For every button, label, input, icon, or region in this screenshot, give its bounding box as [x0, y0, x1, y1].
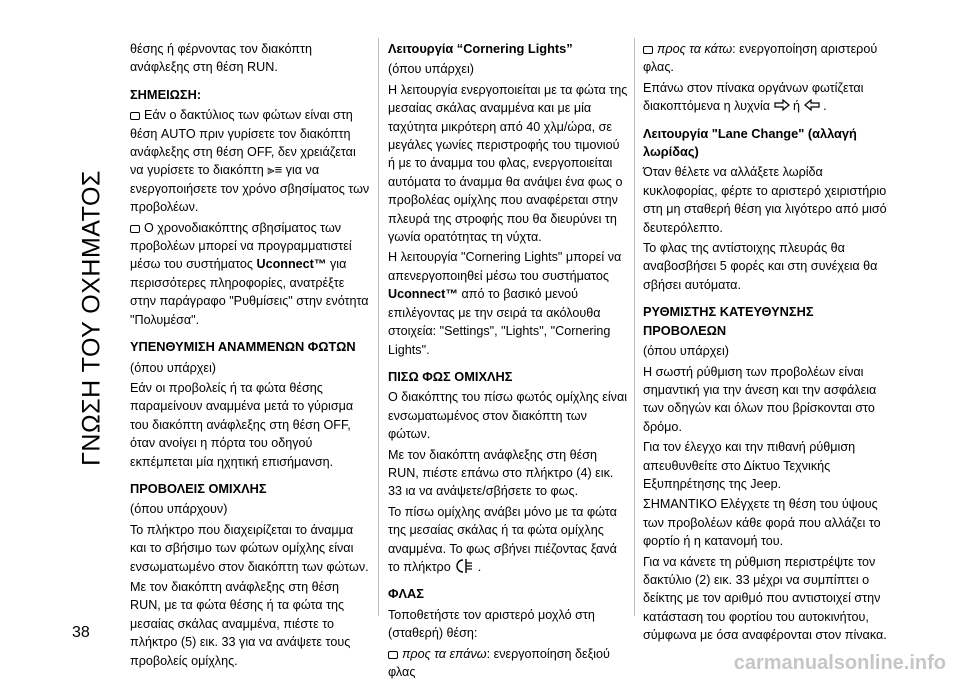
paragraph: Η σωστή ρύθμιση των προβολέων είναι σημαντική για την άνεση και την ασφάλεια των οδηγών και όλων που βρίσκονται στο δρόμο.	[643, 364, 877, 434]
list-item: προς τα επάνω: ενεργοποίηση δεξιού φλας	[388, 646, 610, 679]
paragraph: Με τον διακόπτη ανάφλεξης στη θέση RUN, πιέστε επάνω στο πλήκτρο (4) εικ. 33 ια να ανάψετε/σβήσετε το φως.	[388, 447, 614, 499]
paragraph: Το φλας της αντίστοιχης πλευράς θα αναβοσβήσει 5 φορές και στη συνέχεια θα σβήσει αυτόματα.	[643, 241, 878, 292]
section-title: ΓΝΩΣΗ ΤΟΥ ΟΧΗΜΑΤΟΣ	[77, 170, 106, 466]
column-3	[643, 40, 888, 647]
section-heading: ΦΛΑΣ	[388, 586, 424, 602]
rear-fog-symbol-icon	[454, 560, 478, 574]
subheading: (όπου υπάρχει)	[388, 62, 474, 77]
paragraph: ΣΗΜΑΝΤΙΚΟ Ελέγχετε τη θέση του ύψους των προβολέων κάθε φορά που αλλάζει το φορτίο ή η κατανομή του.	[643, 497, 881, 549]
section-heading: Λειτουργία “Cornering Lights”	[388, 41, 573, 56]
paragraph: Η λειτουργία ενεργοποιείται με τα φώτα της μεσαίας σκάλας αναμμένα και με μία ταχύτητα μικρότερη από 40 χλμ/ώρα, σε μεγάλες γωνίες περιστροφής του τιμονιού ή με το άναμμα του φλας, ενεργοποιείται αυτόματα το άναμμα θα ανάψει ένα φως ο προβολέας ομίχλης που αναφέρεται στην πλευρά της στροφής που θα διευρύνει τη γωνία ορατότητας τη νύχτα.	[388, 82, 628, 245]
section-heading: ΠΡΟΒΟΛΕΙΣ ΟΜΙΧΛΗΣ	[130, 480, 267, 496]
column-divider	[378, 38, 379, 616]
note-heading: ΣΗΜΕΙΩΣΗ:	[130, 86, 202, 102]
column-2	[388, 40, 628, 683]
page-number: 38	[72, 624, 90, 641]
paragraph: Για να κάνετε τη ρύθμιση περιστρέψτε τον δακτύλιο (2) εικ. 33 μέχρι να συμπίπτει ο δείκτης με τον αριθμό που αντιστοιχεί στην κατάσταση του φορτίου του αυτοκινήτου, σύμφωνα με όσα αναφέρονται στον πίνακα.	[643, 554, 887, 643]
paragraph: Ο διακόπτης του πίσω φωτός ομίχλης είναι ενσωματωμένος στον διακόπτη των φώτων.	[388, 390, 628, 442]
column-1	[130, 40, 370, 672]
note-item: Εάν ο δακτύλιος των φώτων είναι στη θέση AUTO πριν γυρίσετε τον διακόπτη ανάφλεξης στη θέση OFF, δεν χρειάζεται να γυρίσετε το διακόπτη ⫸≡ για να ενεργοποιήσετε τον χρόνο σβησίματος των προβολέων.	[130, 108, 370, 215]
arrow-right-icon	[774, 99, 794, 113]
paragraph: Το πλήκτρο που διαχειρίζεται το άναμμα και το σβήσιμο των φώτων ομίχλης είναι ενσωματωμένο στον διακόπτη των φώτων.	[130, 522, 369, 574]
subheading: (όπου υπάρχει)	[130, 360, 216, 375]
section-heading: ΠΙΣΩ ΦΩΣ ΟΜΙΧΛΗΣ	[388, 368, 513, 384]
subheading: (όπου υπάρχει)	[643, 344, 729, 359]
watermark: carmanualsonline.info	[733, 652, 946, 674]
bullet-square-icon	[130, 112, 140, 120]
paragraph: Το πίσω ομίχλης ανάβει μόνο με τα φώτα της μεσαίας σκάλας ή τα φώτα ομίχλης αναμμένα. Το φως σβήνει πιέζοντας ξανά το πλήκτρο .	[388, 504, 617, 574]
paragraph: Εάν οι προβολείς ή τα φώτα θέσης παραμείνουν αναμμένα μετά το γύρισμα του διακόπτη ανάφλεξης στη θέση OFF, όταν ανοίγει η πόρτα του οδηγού εκπέμπεται μία ηχητική επισήμανση.	[130, 380, 354, 469]
paragraph: Με τον διακόπτη ανάφλεξης στη θέση RUN, με τα φώτα θέσης ή τα φώτα της μεσαίας σκάλας αναμμένα, πιέστε το πλήκτρο (5) εικ. 33 για να ανάψετε τους προβολείς ομίχλης.	[130, 579, 351, 668]
paragraph: Η λειτουργία "Cornering Lights" μπορεί να απενεργοποιηθεί μέσω του συστήματος Uconnect™ από το βασικό μενού επιλέγοντας με την σειρά τα ακόλουθα στοιχεία: "Settings", "Lights", "Cornering Lights".	[388, 250, 622, 357]
note-item: Ο χρονοδιακόπτης σβησίματος των προβολέων μπορεί να προγραμματιστεί μέσω του συστήματος Uconnect™ για περισσότερες πληροφορίες, ανατρέξτε στην παράγραφο "Ρυθμίσεις" στην ενότητα "Πολυμέσα".	[130, 220, 369, 327]
subheading: (όπου υπάρχουν)	[130, 502, 228, 517]
list-item: προς τα κάτω: ενεργοποίηση αριστερού φλας.	[643, 42, 878, 75]
section-heading: Λειτουργία "Lane Change" (αλλαγή λωρίδας)	[643, 125, 857, 160]
column-divider	[634, 38, 635, 616]
bullet-square-icon	[388, 651, 398, 659]
section-heading: ΥΠΕΝΘΥΜΙΣΗ ΑΝΑΜΜΕΝΩΝ ΦΩΤΩΝ	[130, 339, 356, 355]
paragraph: θέσης ή φέρνοντας τον διακόπτη ανάφλεξης στη θέση RUN.	[130, 42, 312, 75]
paragraph: Τοποθετήστε τον αριστερό μοχλό στη (σταθερή) θέση:	[388, 607, 595, 641]
headlight-symbol-icon: ⫸≡	[267, 162, 283, 178]
arrow-left-icon	[804, 99, 824, 113]
section-heading: ΡΥΘΜΙΣΤΗΣ ΚΑΤΕΥΘΥΝΣΗΣ ΠΡΟΒΟΛΕΩΝ	[643, 304, 814, 338]
paragraph: Επάνω στον πίνακα οργάνων φωτίζεται διακοπτόμενα η λυχνία ή .	[643, 80, 864, 114]
bullet-square-icon	[130, 225, 140, 233]
paragraph: Για τον έλεγχο και την πιθανή ρύθμιση απευθυνθείτε στο Δίκτυο Τεχνικής Εξυπηρέτησης της Jeep.	[643, 440, 856, 491]
paragraph: Όταν θέλετε να αλλάξετε λωρίδα κυκλοφορίας, φέρτε το αριστερό χειριστήριο στη μη σταθερή θέση για λιγότερο από μισό δευτερόλεπτο.	[643, 165, 887, 235]
bullet-square-icon	[643, 46, 653, 54]
